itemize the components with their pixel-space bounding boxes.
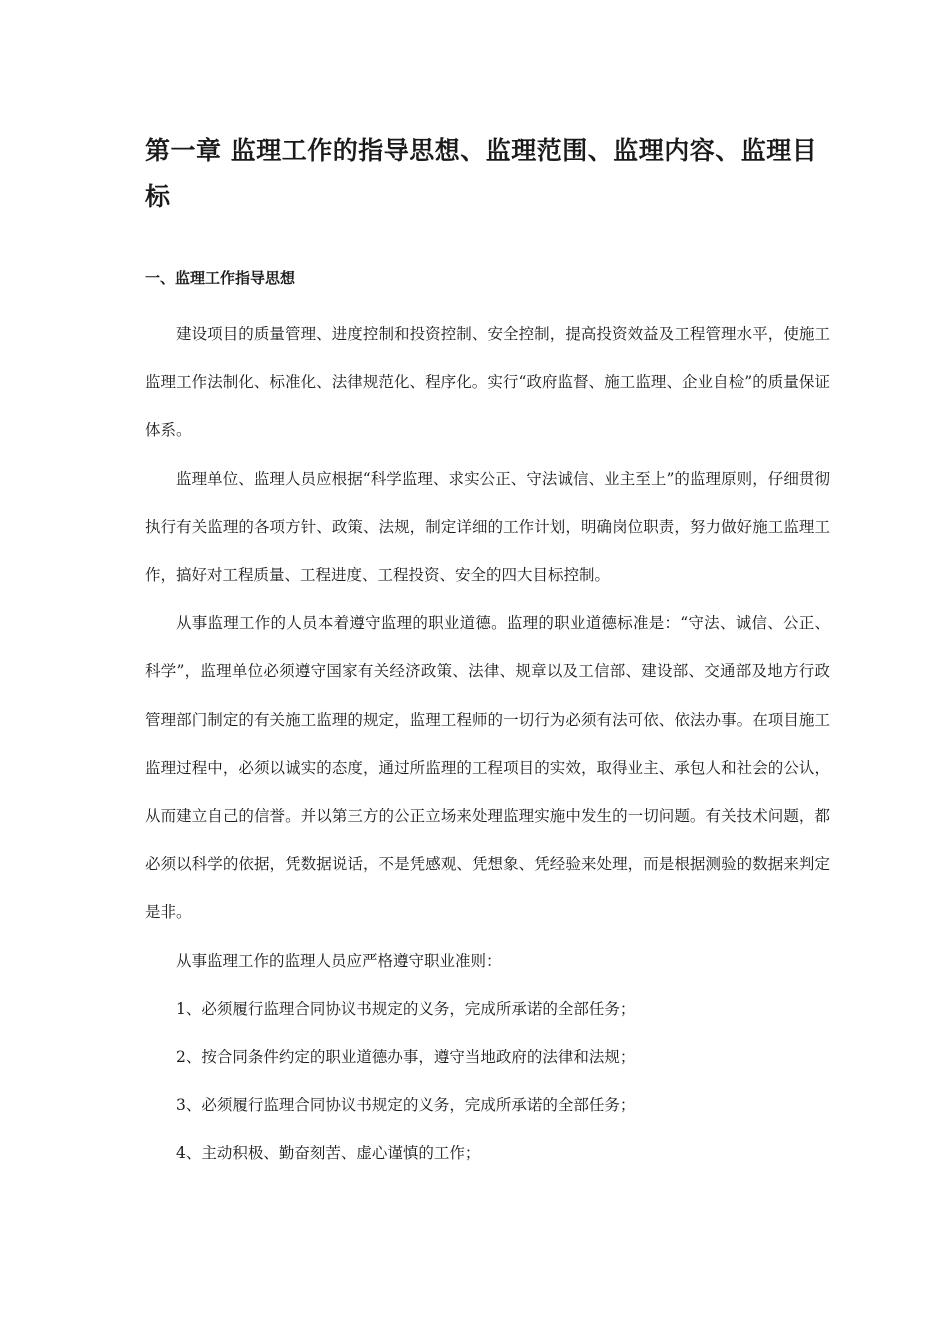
section-heading: 一、监理工作指导思想: [145, 269, 296, 287]
paragraph: 从事监理工作的监理人员应严格遵守职业准则：: [176, 951, 502, 970]
list-item: 3、必须履行监理合同协议书规定的义务，完成所承诺的全部任务；: [176, 1096, 636, 1115]
list-item: 2、按合同条件约定的职业道德办事，遵守当地政府的法律和法规；: [176, 1048, 636, 1067]
paragraph: 从事监理工作的人员本着遵守监理的职业道德。监理的职业道德标准是：“守法、诚信、公正、科学”，监理单位必须遵守国家有关经济政策、法律、规章以及工信部、建设部、交通部及地方行政管理部门制定的有关施工监理的规定，监理工程师的一切行为必须有法可依、依法办事。在项目施工监理过程中，必须以诚实的态度，通过所监理的工程项目的实效，取得业主、承包人和社会的公认，从而建立自己的信誉。并以第三方的公正立场来处理监理实施中发生的一切问题。有关技术问题，都必须以科学的依据，凭数据说话，不是凭感观、凭想象、凭经验来处理，而是根据测验的数据来判定是非。: [145, 614, 830, 922]
list-item: 1、必须履行监理合同协议书规定的义务，完成所承诺的全部任务；: [176, 999, 636, 1018]
paragraph: 建设项目的质量管理、进度控制和投资控制、安全控制，提高投资效益及工程管理水平，使施工监理工作法制化、标准化、法律规范化、程序化。实行“政府监督、施工监理、企业自检”的质量保证体系。: [145, 325, 830, 440]
list-item: 4、主动积极、勤奋刻苦、虚心谨慎的工作；: [176, 1144, 481, 1163]
body-text: [145, 310, 830, 1178]
chapter-title: 第一章 监理工作的指导思想、监理范围、监理内容、监理目标: [145, 136, 818, 211]
paragraph: 监理单位、监理人员应根据“科学监理、求实公正、守法诚信、业主至上”的监理原则，仔细贯彻执行有关监理的各项方针、政策、法规，制定详细的工作计划，明确岗位职责，努力做好施工监理工作，搞好对工程质量、工程进度、工程投资、安全的四大目标控制。: [145, 469, 830, 585]
